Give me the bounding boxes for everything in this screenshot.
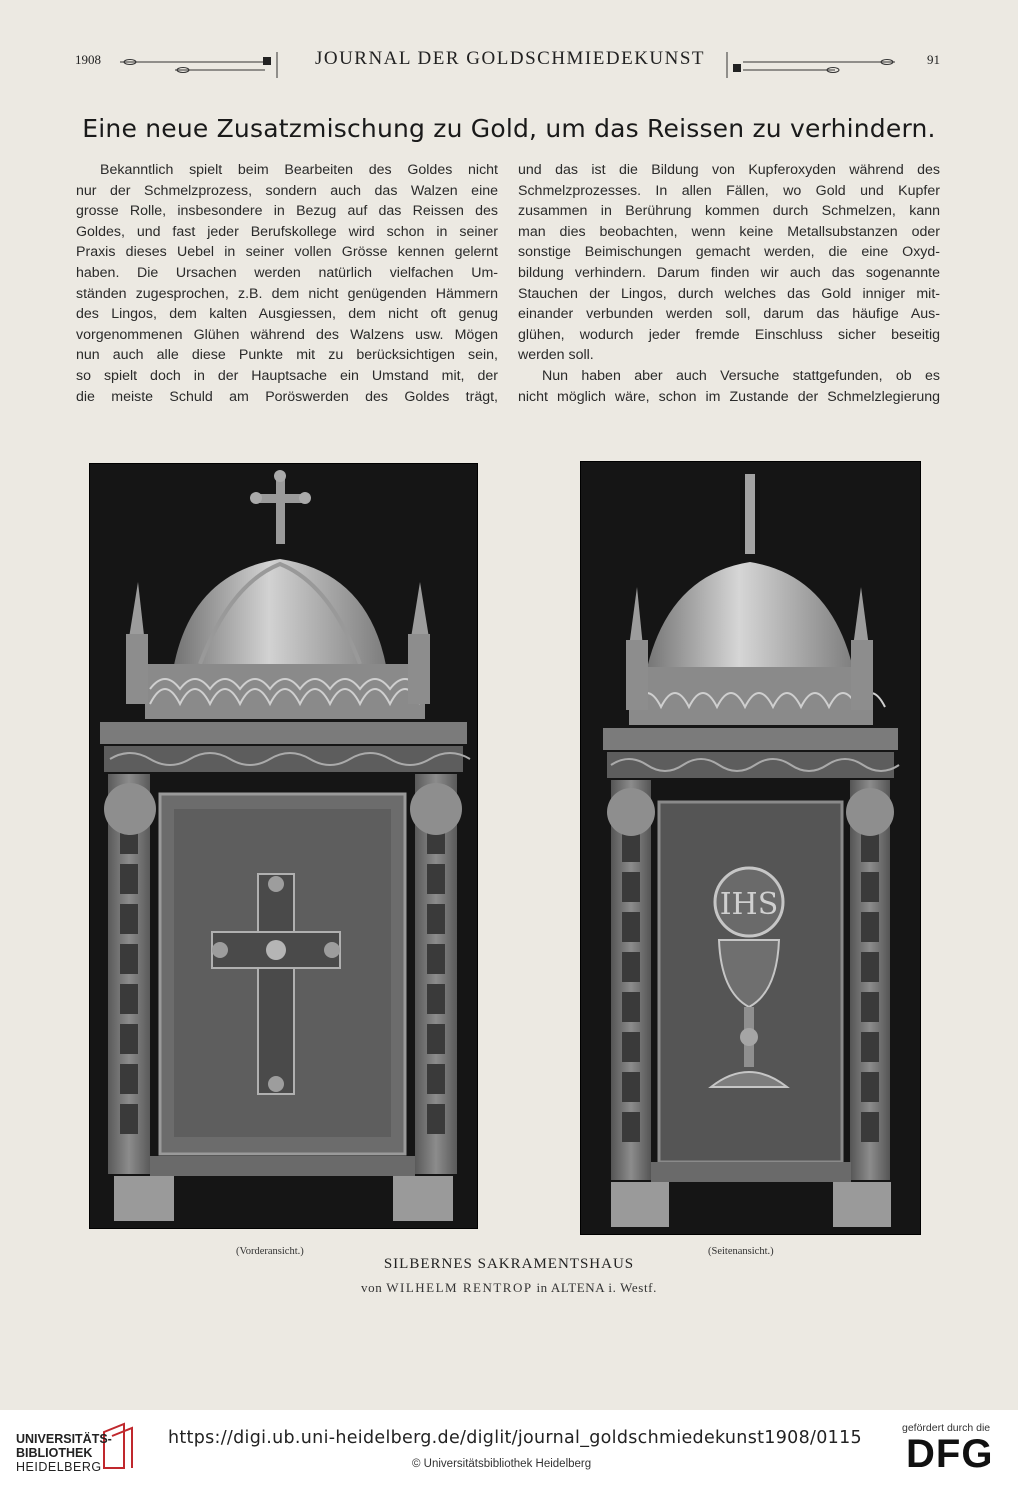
text-line: die meiste Schuld am Poröswerden des Goldes trägt, bbox=[76, 388, 498, 405]
library-line-1: UNIVERSITÄTS- bbox=[16, 1432, 112, 1446]
text-line: grosse Rolle, insbesondere in Bezug auf das Reissen des bbox=[76, 203, 498, 220]
text-line: werden soll. bbox=[518, 347, 594, 364]
svg-text:IHS: IHS bbox=[719, 887, 779, 922]
text-line: bildung verhindern. Darum finden wir auch das sogenannte bbox=[518, 264, 940, 281]
header-year: 1908 bbox=[75, 52, 101, 67]
text-line: Schmelzprozesses. In allen Fällen, wo Gold und Kupfer bbox=[518, 182, 940, 199]
text-line: haben. Die Ursachen werden natürlich vielfachen Um- bbox=[76, 264, 498, 281]
text-line: zusammen in Berührung kommen durch Schmelzen, kann bbox=[518, 203, 940, 220]
tabernacle-side-chalice-icon bbox=[581, 462, 920, 1234]
copyright-notice: © Universitätsbibliothek Heidelberg bbox=[412, 1458, 592, 1470]
text-line: sonstige Beimischungen gemacht werden, die eine Oxyd- bbox=[518, 244, 940, 261]
place-name: ALTENA i. Westf. bbox=[550, 1280, 657, 1295]
header-right-ornament-icon bbox=[725, 50, 905, 80]
text-line: und das ist die Bildung von Kupferoxyden während des bbox=[518, 162, 940, 178]
text-line: man dies beobachten, wenn keine Metallsubstanzen oder bbox=[518, 223, 940, 240]
text-line: nur der Schmelzprozess, sondern auch das Walzen eine bbox=[76, 182, 498, 199]
running-header bbox=[60, 50, 960, 80]
text-line: Praxis dieses Uebel in seiner vollen Grösse kennen gelernt bbox=[76, 244, 498, 261]
maker-name: WILHELM RENTROP bbox=[386, 1280, 533, 1295]
text-line: vorgenommenen Glühen während des Walzens usw. Mögen bbox=[76, 326, 498, 343]
text-line: ständen zugesprochen, z.B. dem nicht genügenden Hämmern bbox=[76, 285, 498, 302]
text-line: nicht möglich wäre, schon im Zustande der Schmelzlegierung bbox=[518, 388, 940, 405]
text-line: Nun haben aber auch Versuche stattgefunden, ob es bbox=[542, 367, 940, 384]
tabernacle-front-cross-icon bbox=[90, 464, 477, 1228]
article-title: Eine neue Zusatzmischung zu Gold, um das Reissen zu verhindern. bbox=[82, 114, 936, 143]
text-line: des Lingos, dem kalten Ausgiessen, dem nicht oft genug bbox=[76, 306, 498, 323]
caption-side-view: (Seitenansicht.) bbox=[708, 1246, 774, 1257]
library-line-3: HEIDELBERG bbox=[16, 1460, 102, 1474]
library-name bbox=[16, 1432, 112, 1474]
article-column-left bbox=[76, 160, 498, 407]
photo-front-view bbox=[89, 463, 478, 1229]
text-line: nun auch alle diese Punkte mit zu berücksichtigen sein, bbox=[76, 347, 498, 364]
text-line: Stauchen der Lingos, durch welches das Gold inniger mit- bbox=[518, 285, 940, 302]
figure-subtitle bbox=[300, 1280, 718, 1296]
journal-title: JOURNAL DER GOLDSCHMIEDEKUNST bbox=[314, 48, 706, 69]
header-page-number: 91 bbox=[927, 52, 940, 67]
photo-side-view bbox=[580, 461, 921, 1235]
dfg-logo: DFG bbox=[906, 1432, 994, 1476]
figure-title: SILBERNES SAKRAMENTSHAUS bbox=[383, 1256, 635, 1272]
funding-label: gefördert durch die bbox=[902, 1422, 991, 1434]
text-line: so spielt doch in der Hauptsache ein Umstand mit, der bbox=[76, 367, 498, 384]
subtitle-in: in bbox=[536, 1280, 548, 1295]
subtitle-prefix: von bbox=[361, 1280, 383, 1295]
permalink-url[interactable]: https://digi.ub.uni-heidelberg.de/diglit/journal_goldschmiedekunst1908/0115 bbox=[168, 1428, 862, 1448]
text-line: Bekanntlich spielt beim Bearbeiten des Goldes nicht bbox=[100, 162, 498, 178]
text-line: Goldes, und fast jeder Berufskollege wird schon in seiner bbox=[76, 223, 498, 240]
header-left-ornament-icon bbox=[115, 50, 295, 80]
article-column-right bbox=[518, 160, 940, 407]
caption-front-view: (Vorderansicht.) bbox=[236, 1246, 304, 1257]
library-line-2: BIBLIOTHEK bbox=[16, 1446, 93, 1460]
text-line: glühen, wodurch jeder fremde Einschluss sicher beseitig bbox=[518, 326, 940, 343]
digitization-footer bbox=[0, 1410, 1018, 1485]
text-line: einander verbunden werden soll, darum das häufige Aus- bbox=[518, 306, 940, 323]
